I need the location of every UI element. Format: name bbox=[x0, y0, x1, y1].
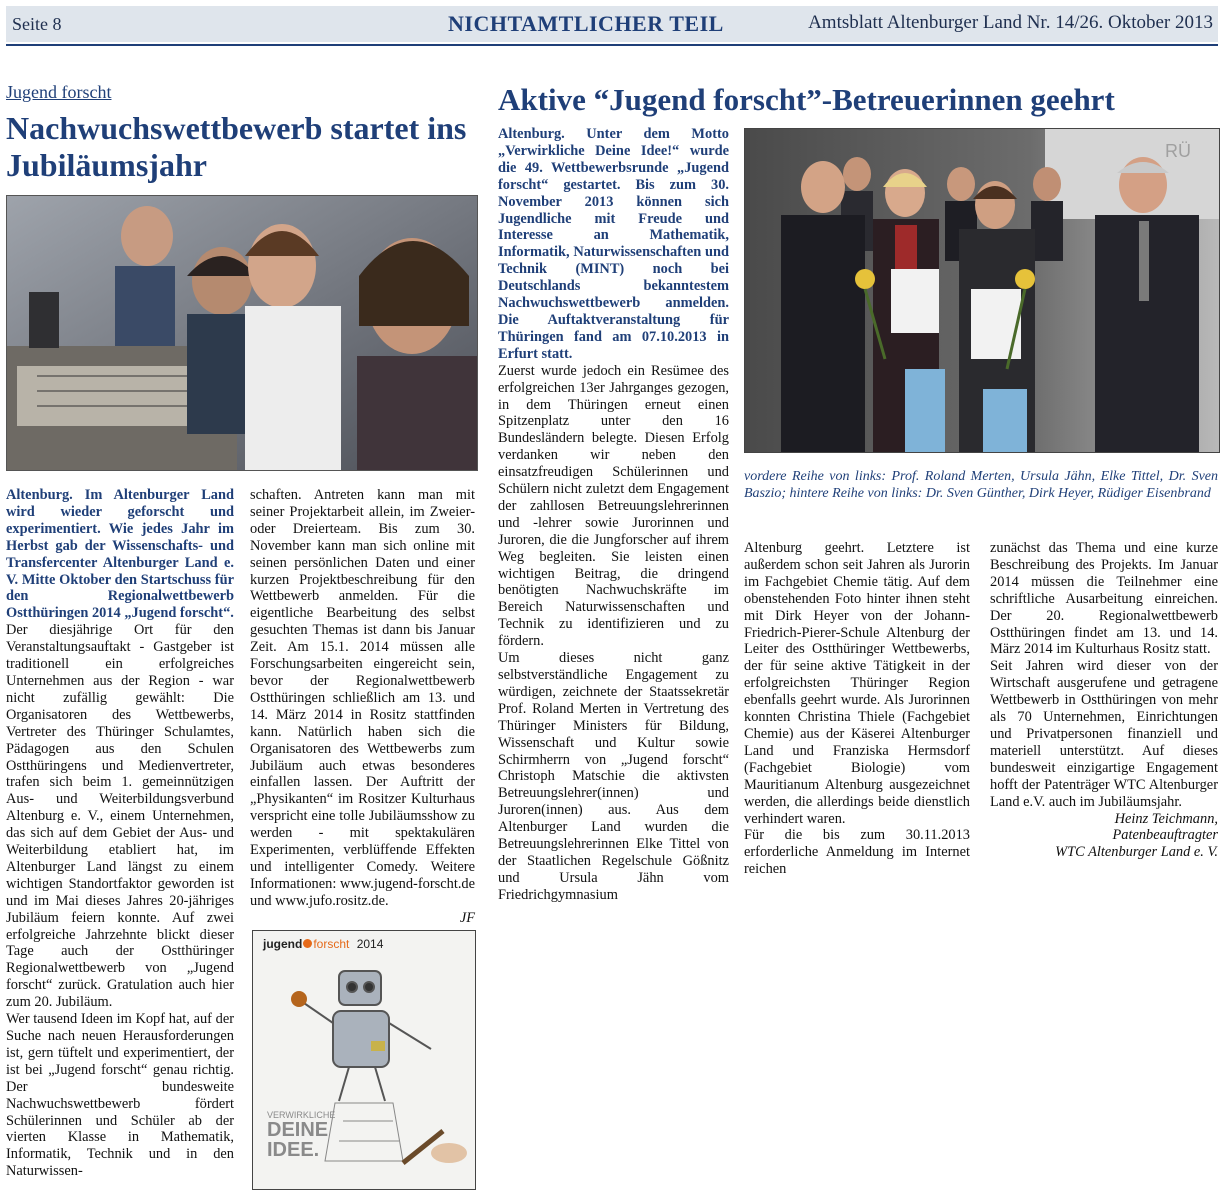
poster-motto-line3: IDEE. bbox=[267, 1139, 320, 1161]
signature-role: Patenbeauftragter bbox=[1112, 827, 1218, 844]
article2-paragraph: zunächst das Thema und eine kurze Beschreibung des Projekts. Im Januar 2014 müssen die Teilnehmer eine schriftliche Ausarbeitung einreichen. Der 20. Regionalwettbewerb Ostthüringen findet am 13. und 14. März 2014 im Kulturhaus Rositz statt. bbox=[990, 540, 1218, 658]
students-photo bbox=[6, 195, 478, 471]
article2-lead: Altenburg. Unter dem Motto „Verwirkliche Deine Idee!“ wurde die 49. Wettbewerbsrunde „Jugend forscht“ gestartet. Bis zum 30. November 2013 können sich Jugendliche mit Freude und Interesse an Mathematik, Informatik, Naturwissenschaften und Technik (MINT) noch bei Deutschlands bekanntestem Nachwuchswettbewerb anmelden. Die Auftaktveranstaltung für Thüringen fand am 07.10.2013 in Erfurt statt. bbox=[498, 126, 729, 362]
article1-paragraph: Der diesjährige Ort für den Veranstaltungsauftakt - Gastgeber ist traditionell ein erfolgreiches Unternehmen aus der Region - war nicht zufällig gewählt: Die Organisatoren des Wettbewerbs, Vertreter des Thüringer Schulamtes, Pädagogen aus den Schulen Ostthüringens und Medienvertreter, trafen sich beim 1. gemeinnützigen Aus- und Weiterbildungsverbund Altenburg e. V., einem Unternehmen, das sich auf dem Gebiet der Aus- und Weiterbildung etabliert hat, im Altenburger Land längst zu einem wichtigen Standortfaktor geworden ist und im Mai dieses Jahres 20-jähriges Jubiläum feiern konnte. Auf zwei erfolgreiche Jahrzehnte blickt dieser Tage auch der Ostthüringer Regionalwettbewerb von „Jugend forscht“ zurück. Gratulation auch hier zum 20. Jubiläum. bbox=[6, 622, 234, 1011]
publication-line: Amtsblatt Altenburger Land Nr. 14/26. Oktober 2013 bbox=[808, 12, 1213, 33]
article1-paragraph: schaften. Antreten kann man mit seiner Projektarbeit allein, im Zweier- oder Dreierteam. Bis zum 30. November kann man sich online mit seinen persönlichen Daten und einer kurzen Projektbeschreibung für den Wettbewerb anmelden. Für die eigentliche Bearbeitung des selbst gesuchten Themas ist dann bis Januar Zeit. Am 15.1. 2014 müssen alle Forschungsarbeiten eingereicht sein, bevor der Regionalwettbewerb Ostthüringen schließlich am 13. und 14. März 2014 in Rositz stattfinden kann. Natürlich haben sich die Organisatoren des Wettbewerbs zum Jubiläum auch etwas besonderes einfallen lassen. Der Auftritt der „Physikanten“ im Rositzer Kulturhaus verspricht eine tolle Jubiläumsshow zu werden - mit spektakulären Experimenten, verblüffende Effekten und intelligenter Comedy. Weitere Informationen: www.jugend-forscht.de und www.jufo.rositz.de. bbox=[250, 487, 475, 909]
article1-column2 bbox=[250, 487, 475, 927]
article1-column1 bbox=[6, 487, 234, 1180]
jugend-forscht-poster bbox=[252, 930, 476, 1190]
article2-column3 bbox=[990, 540, 1218, 861]
award-group-photo bbox=[744, 128, 1220, 453]
award-group-illustration bbox=[745, 129, 1219, 452]
article2-title: Aktive “Jugend forscht”-Betreuerinnen geehrt bbox=[498, 82, 1115, 117]
article2-paragraph: Seit Jahren wird dieser von der Wirtschaft ausgerufene und getragene Wettbewerb in Ostthüringen von mehr als 70 Unternehmen, Einrichtungen und Privatpersonen finanziell und materiell unterstützt. Auf dieses bundesweit einzigartige Engagement hofft der Patenträger WTC Altenburger Land e.V. auch im Jubiläumsjahr. bbox=[990, 658, 1218, 810]
article2-column2 bbox=[744, 540, 970, 878]
article2-column1 bbox=[498, 126, 729, 904]
article2-paragraph: Um dieses nicht ganz selbstverständliche Engagement zu würdigen, zeichnete der Staatssekretär Prof. Roland Merten in Vertretung des Thüringer Ministers für Bildung, Wissenschaft und Kultur sowie Schirmherrn von „Jugend forscht“ Christoph Matschie die aktivsten Betreuungslehrer(innen) und Juroren(innen) aus. Aus dem Altenburger Land wurden die Betreuungslehrerinnen Elke Tittel von der Staatlichen Regelschule Gößnitz und Ursula Jähn vom Friedrichgymnasium bbox=[498, 650, 729, 903]
signature-name: Heinz Teichmann, bbox=[1114, 810, 1218, 827]
poster-logo-jugend: jugend bbox=[263, 937, 303, 951]
article1-title: Nachwuchswettbewerb startet ins Jubiläumsjahr bbox=[6, 110, 467, 183]
poster-motto-line2: DEINE bbox=[267, 1119, 329, 1141]
article2-paragraph: Zuerst wurde jedoch ein Resümee des erfolgreichen 13er Jahrganges gezogen, in dem Thüringen erneut einen Spitzenplatz unter den 16 Bundesländern belegte. Diesen Erfolg verdanken wir neben den einsatzfreudigen Schülerinnen und Schülern nicht zuletzt dem Engagement der zahllosen Betreuungslehrerinnen und -lehrer sowie Jurorinnen und Juroren, die die Jungforscher auf ihrem Weg begleiten. Sie leisten einen wichtigen Beitrag, die dringend benötigten Nachwuchskräfte im Bereich Naturwissenschaften und Technik zu identifizieren und zu fördern. bbox=[498, 362, 729, 650]
photo-background-sign: RÜ bbox=[1165, 141, 1191, 161]
poster-logo-forscht: forscht bbox=[313, 937, 350, 951]
article1-paragraph: Wer tausend Ideen im Kopf hat, auf der Suche nach neuen Herausforderungen ist, gern tüftelt und experimentiert, der ist bei „Jugend forscht“ genau richtig. Der bundesweite Nachwuchswettbewerb fördert Schülerinnen und Schüler ab der vierten Klasse in Mathematik, Informatik, Technik und in den Naturwissen- bbox=[6, 1011, 234, 1180]
header-rule bbox=[6, 44, 1218, 46]
poster-motto-line1: VERWIRKLICHE bbox=[267, 1110, 336, 1120]
section-title: NICHTAMTLICHER TEIL bbox=[448, 11, 724, 36]
article1-lead: Altenburg. Im Altenburger Land wird wieder geforscht und experimentiert. Wie jedes Jahr im Herbst gab der Wissenschafts- und Transfercenter Altenburger Land e. V. Mitte Oktober den Startschuss für den Regionalwettbewerb Ostthüringen 2014 „Jugend forscht“. bbox=[6, 487, 234, 622]
poster-year: 2014 bbox=[356, 937, 384, 951]
signature-organization: WTC Altenburger Land e. V. bbox=[1055, 844, 1218, 861]
photo-caption: vordere Reihe von links: Prof. Roland Merten, Ursula Jähn, Elke Tittel, Dr. Sven Baszio; hintere Reihe von links: Dr. Sven Günther, Dirk Heyer, Rüdiger Eisenbrand bbox=[744, 469, 1218, 501]
article2-paragraph: Altenburg geehrt. Letztere ist außerdem schon seit Jahren als Jurorin im Fachgebiet Chemie tätig. Auf dem obenstehenden Foto hinter ihnen steht mit Dirk Heyer von der Johann-Friedrich-Pierer-Schule Altenburg der Leiter des Ostthüringer Wettbewerbs, der für seine aktive Tätigkeit in der erfolgreichsten Thüringer Region ebenfalls geehrt wurde. Als Jurorinnen konnten Christina Thiele (Fachgebiet Chemie) aus der Käserei Altenburger Land und Franziska Hermsdorf (Fachgebiet Biologie) vom Mauritianum Altenburg ausgezeichnet werden, die allerdings beide dienstlich verhindert waren. bbox=[744, 540, 970, 827]
article1-kicker: Jugend forscht bbox=[6, 82, 112, 102]
article2-paragraph: Für die bis zum 30.11.2013 erforderliche Anmeldung im Internet reichen bbox=[744, 827, 970, 878]
article1-author: JF bbox=[459, 909, 475, 926]
page-number: Seite 8 bbox=[12, 14, 62, 34]
students-photo-illustration bbox=[7, 196, 477, 470]
